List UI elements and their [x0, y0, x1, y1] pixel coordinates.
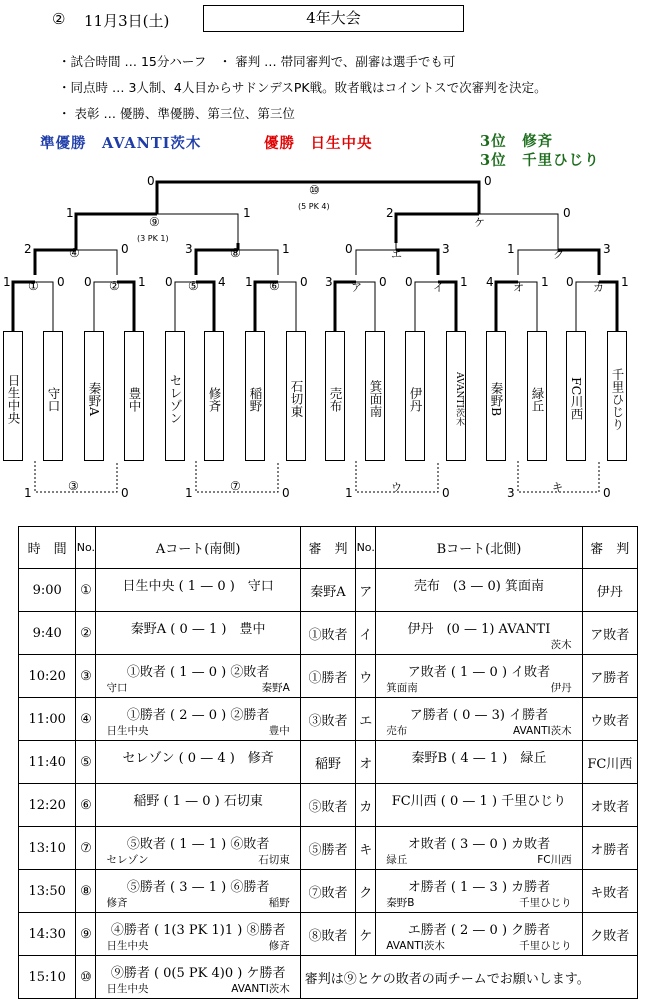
match-a-text: ⑤勝者 ( 3 — 1 ) ⑥勝者: [126, 880, 270, 895]
match-a-text: ⑨勝者 ( 0(5 PK 4)0 ) ケ勝者: [110, 966, 286, 981]
table-row: [19, 655, 638, 698]
match-b-sub-left: 箕面南: [386, 682, 418, 694]
cell-match-a: [96, 913, 300, 956]
team-box: FC川西: [566, 331, 586, 461]
cell-match-a: [96, 698, 300, 741]
cell-no-a: ⑨: [76, 913, 96, 956]
team-box: 豊中: [124, 331, 144, 461]
cell-ref-b: ク敗者: [582, 913, 637, 956]
cell-no-a: ⑧: [76, 870, 96, 913]
score-qf-3: 3: [185, 242, 193, 256]
match-a-sub-right: 稲野: [268, 897, 290, 909]
match-a-text: ①敗者 ( 1 — 0 ) ②敗者: [126, 665, 270, 680]
cell-match-a: [96, 741, 300, 784]
cell-time: 9:40: [19, 612, 76, 655]
match-b-text: エ勝者 ( 2 — 0 ) ク勝者: [407, 923, 551, 938]
cell-time: 10:20: [19, 655, 76, 698]
match-b-sub-right: 千里ひじり: [519, 897, 572, 909]
cell-no-b: イ: [356, 612, 376, 655]
cell-no-b: エ: [356, 698, 376, 741]
cell-no-b: オ: [356, 741, 376, 784]
cell-match-b: [376, 784, 582, 827]
score-qf-2: 0: [121, 242, 129, 256]
score-cons-5: 1: [345, 486, 353, 500]
match-b-sub-left: 緑丘: [386, 854, 408, 866]
match-a-sub-right: 石切東: [258, 854, 290, 866]
rule-awards: ・ 表彰 … 優勝、準優勝、第三位、第三位: [58, 106, 295, 121]
cell-no-b: ク: [356, 870, 376, 913]
team-box: 修斉: [204, 331, 224, 461]
cell-ref-a: ③敗者: [300, 698, 355, 741]
match-8-label: ⑧: [230, 246, 241, 260]
cell-no-a: ③: [76, 655, 96, 698]
match-ki-label: キ: [552, 481, 563, 494]
match-2-label: ②: [109, 279, 120, 293]
cell-no-b: キ: [356, 827, 376, 870]
score-cons-7: 3: [507, 486, 515, 500]
table-row: [19, 569, 638, 612]
score-r1-13: 4: [486, 275, 494, 289]
match-a-sub-right: AVANTI茨木: [231, 983, 290, 995]
cell-match-a: [96, 569, 300, 612]
cell-match-b: [376, 870, 582, 913]
match-a-sub-left: セレゾン: [106, 854, 149, 866]
cell-time: 12:20: [19, 784, 76, 827]
score-r1-4: 1: [138, 275, 146, 289]
match-i-label: イ: [433, 281, 444, 294]
cell-match-a: [96, 956, 300, 999]
score-qf-5: 0: [345, 242, 353, 256]
cell-ref-a: 稲野: [300, 741, 355, 784]
score-qf-8: 3: [603, 242, 611, 256]
cell-time: 11:40: [19, 741, 76, 784]
cell-time: 15:10: [19, 956, 76, 999]
match-10-label: ⑩: [309, 183, 320, 197]
cell-no-a: ②: [76, 612, 96, 655]
cell-match-b: [376, 913, 582, 956]
score-sf-4: 0: [563, 206, 571, 220]
match-9-pk: (3 PK 1): [137, 234, 169, 243]
score-r1-11: 0: [405, 275, 413, 289]
match-a-sub-right: 秦野A: [261, 682, 290, 694]
cell-ref-b: ア勝者: [582, 655, 637, 698]
team-box: 伊丹: [405, 331, 425, 461]
header-no-a: No.: [76, 527, 96, 569]
header-court-a: Aコート(南側): [96, 527, 300, 569]
score-r1-2: 0: [57, 275, 65, 289]
cell-ref-a: 秦野A: [300, 569, 355, 612]
score-r1-8: 0: [300, 275, 308, 289]
team-box: 守口: [43, 331, 63, 461]
cell-ref-b: オ勝者: [582, 827, 637, 870]
match-10-pk: (5 PK 4): [298, 202, 330, 211]
cell-no-a: ⑩: [76, 956, 96, 999]
cell-ref-b: オ敗者: [582, 784, 637, 827]
match-1-label: ①: [28, 279, 39, 293]
event-number: ②: [52, 10, 66, 28]
match-a-text: ④勝者 ( 1(3 PK 1)1 ) ⑧勝者: [110, 923, 286, 938]
cell-no-a: ⑦: [76, 827, 96, 870]
match-b-text: ア敗者 ( 1 — 0 ) イ敗者: [407, 665, 551, 680]
table-row: [19, 956, 638, 999]
cell-match-a: [96, 827, 300, 870]
match-u-label: ウ: [391, 481, 402, 494]
table-row: [19, 698, 638, 741]
header-court-b: Bコート(北側): [376, 527, 582, 569]
match-b-text: オ敗者 ( 3 — 0 ) カ敗者: [407, 837, 551, 852]
cell-ref-a: ⑤敗者: [300, 784, 355, 827]
score-final-left: 0: [147, 174, 155, 188]
match-b-sub-right: AVANTI茨木: [513, 725, 572, 737]
match-a-label: ア: [351, 281, 362, 294]
match-3-label: ③: [68, 479, 79, 493]
match-a-sub-left: 日生中央: [106, 983, 149, 995]
match-ke-label: ケ: [474, 216, 485, 229]
team-box: 千里ひじり: [607, 331, 627, 461]
score-r1-3: 0: [84, 275, 92, 289]
cell-ref-b: FC川西: [582, 741, 637, 784]
team-box: AVANTI茨木: [446, 331, 466, 461]
team-box: 稲野: [245, 331, 265, 461]
cell-match-a: [96, 784, 300, 827]
match-a-text: ①勝者 ( 2 — 0 ) ②勝者: [126, 708, 270, 723]
match-a-sub-left: 守口: [106, 682, 128, 694]
header-ref-b: 審 判: [582, 527, 637, 569]
score-r1-10: 0: [379, 275, 387, 289]
rule-match-time: ・試合時間 … 15分ハーフ ・ 審判 … 帯同審判で、副審は選手でも可: [58, 54, 456, 69]
cell-match-a: [96, 612, 300, 655]
event-date: 11月3日(土): [84, 12, 170, 30]
cell-match-b: [376, 827, 582, 870]
match-ku-label: ク: [553, 248, 564, 261]
match-5-label: ⑤: [188, 279, 199, 293]
match-a-text: 日生中央 ( 1 — 0 ) 守口: [122, 579, 274, 594]
match-b-text: オ勝者 ( 1 — 3 ) カ勝者: [407, 880, 551, 895]
match-b-sub-right: 千里ひじり: [519, 940, 572, 952]
table-row: [19, 913, 638, 956]
match-a-sub-right: 豊中: [268, 725, 290, 737]
match-b-sub-left: AVANTI茨木: [386, 940, 445, 952]
cell-time: 13:50: [19, 870, 76, 913]
match-b-sub-right: 茨木: [550, 639, 572, 651]
cell-no-b: カ: [356, 784, 376, 827]
cell-ref-a: ⑦敗者: [300, 870, 355, 913]
team-box: 日生中央: [3, 331, 23, 461]
match-a-sub-right: 修斉: [268, 940, 290, 952]
table-row: [19, 741, 638, 784]
team-box: 緑丘: [527, 331, 547, 461]
cell-no-b: ウ: [356, 655, 376, 698]
score-qf-1: 2: [24, 242, 32, 256]
score-cons-1: 1: [24, 486, 32, 500]
score-qf-7: 1: [507, 242, 515, 256]
score-r1-15: 0: [566, 275, 574, 289]
score-cons-8: 0: [603, 486, 611, 500]
cell-match-b: [376, 698, 582, 741]
score-sf-2: 1: [243, 206, 251, 220]
score-qf-4: 1: [282, 242, 290, 256]
cell-no-b: ア: [356, 569, 376, 612]
cell-ref-b: ウ敗者: [582, 698, 637, 741]
cell-time: 13:10: [19, 827, 76, 870]
match-b-text: FC川西 ( 0 — 1 ) 千里ひじり: [391, 794, 567, 809]
header-time: 時 間: [19, 527, 76, 569]
score-r1-7: 1: [245, 275, 253, 289]
score-cons-3: 1: [185, 486, 193, 500]
match-b-text: 売布 (3 — 0) 箕面南: [413, 579, 544, 594]
team-box: 秦野A: [84, 331, 104, 461]
cell-time: 11:00: [19, 698, 76, 741]
match-7-label: ⑦: [230, 479, 241, 493]
match-a-text: セレゾン ( 0 — 4 ) 修斉: [122, 751, 274, 766]
header-no-b: No.: [356, 527, 376, 569]
match-a-text: ⑤敗者 ( 1 — 1 ) ⑥敗者: [126, 837, 270, 852]
score-r1-9: 3: [325, 275, 333, 289]
score-r1-1: 1: [3, 275, 11, 289]
score-final-right: 0: [484, 174, 492, 188]
match-9-label: ⑨: [149, 215, 160, 229]
result-third-2: 3位 千里ひじり: [480, 152, 600, 169]
cell-ref-a: ①勝者: [300, 655, 355, 698]
cell-no-a: ④: [76, 698, 96, 741]
cell-final-note: 審判は⑨とケの敗者の両チームでお願いします。: [300, 956, 637, 999]
match-b-sub-right: 伊丹: [550, 682, 572, 694]
table-row: [19, 870, 638, 913]
team-box: 箕面南: [365, 331, 385, 461]
match-e-label: エ: [391, 248, 402, 261]
result-third-1: 3位 修斉: [480, 133, 554, 150]
match-a-text: 稲野 ( 1 — 0 ) 石切東: [133, 794, 263, 809]
cell-no-b: ケ: [356, 913, 376, 956]
score-r1-6: 4: [218, 275, 226, 289]
cell-match-a: [96, 655, 300, 698]
cell-ref-b: キ敗者: [582, 870, 637, 913]
score-r1-16: 1: [621, 275, 629, 289]
table-row: [19, 612, 638, 655]
score-sf-1: 1: [66, 206, 74, 220]
cell-no-a: ⑤: [76, 741, 96, 784]
cell-match-b: [376, 655, 582, 698]
cell-no-a: ⑥: [76, 784, 96, 827]
cell-time: 14:30: [19, 913, 76, 956]
score-qf-6: 3: [442, 242, 450, 256]
team-box: 売布: [325, 331, 345, 461]
match-4-label: ④: [69, 246, 80, 260]
cell-no-a: ①: [76, 569, 96, 612]
match-o-label: オ: [513, 281, 524, 294]
score-cons-2: 0: [121, 486, 129, 500]
cell-match-b: [376, 569, 582, 612]
team-box: 秦野B: [486, 331, 506, 461]
match-a-text: 秦野A ( 0 — 1 ) 豊中: [130, 622, 266, 637]
cell-ref-b: 伊丹: [582, 569, 637, 612]
score-sf-3: 2: [386, 206, 394, 220]
cell-match-a: [96, 870, 300, 913]
cell-time: 9:00: [19, 569, 76, 612]
cell-match-b: [376, 741, 582, 784]
cell-match-b: [376, 612, 582, 655]
match-b-sub-left: 秦野B: [386, 897, 415, 909]
event-title: 4年大会: [203, 5, 464, 32]
cell-ref-a: ⑧敗者: [300, 913, 355, 956]
table-row: [19, 784, 638, 827]
cell-ref-b: ア敗者: [582, 612, 637, 655]
match-a-sub-left: 日生中央: [106, 725, 149, 737]
score-r1-14: 1: [541, 275, 549, 289]
match-b-text: 伊丹 (0 — 1) AVANTI: [407, 622, 551, 637]
match-b-sub-left: 売布: [386, 725, 408, 737]
schedule-table: [18, 526, 638, 999]
match-a-sub-left: 修斉: [106, 897, 128, 909]
score-cons-4: 0: [282, 486, 290, 500]
result-runner-up: 準優勝 AVANTI茨木: [40, 135, 202, 152]
cell-ref-a: ①敗者: [300, 612, 355, 655]
cell-ref-a: ⑤勝者: [300, 827, 355, 870]
team-box: セレゾン: [165, 331, 185, 461]
match-a-sub-left: 日生中央: [106, 940, 149, 952]
match-6-label: ⑥: [269, 279, 280, 293]
match-b-text: 秦野B ( 4 — 1 ) 緑丘: [411, 751, 547, 766]
result-winner: 優勝 日生中央: [264, 135, 373, 152]
rule-tiebreak: ・同点時 … 3人制、4人目からサドンデスPK戦。敗者戦はコイントスで次審判を決定。: [58, 80, 547, 95]
table-header-row: [19, 527, 638, 569]
match-b-sub-right: FC川西: [537, 854, 572, 866]
score-cons-6: 0: [442, 486, 450, 500]
header-ref-a: 審 判: [300, 527, 355, 569]
match-ka-label: カ: [593, 281, 604, 294]
score-r1-12: 1: [460, 275, 468, 289]
match-b-text: ア勝者 ( 0 — 3) イ勝者: [409, 708, 549, 723]
team-box: 石切東: [286, 331, 306, 461]
table-row: [19, 827, 638, 870]
score-r1-5: 0: [165, 275, 173, 289]
